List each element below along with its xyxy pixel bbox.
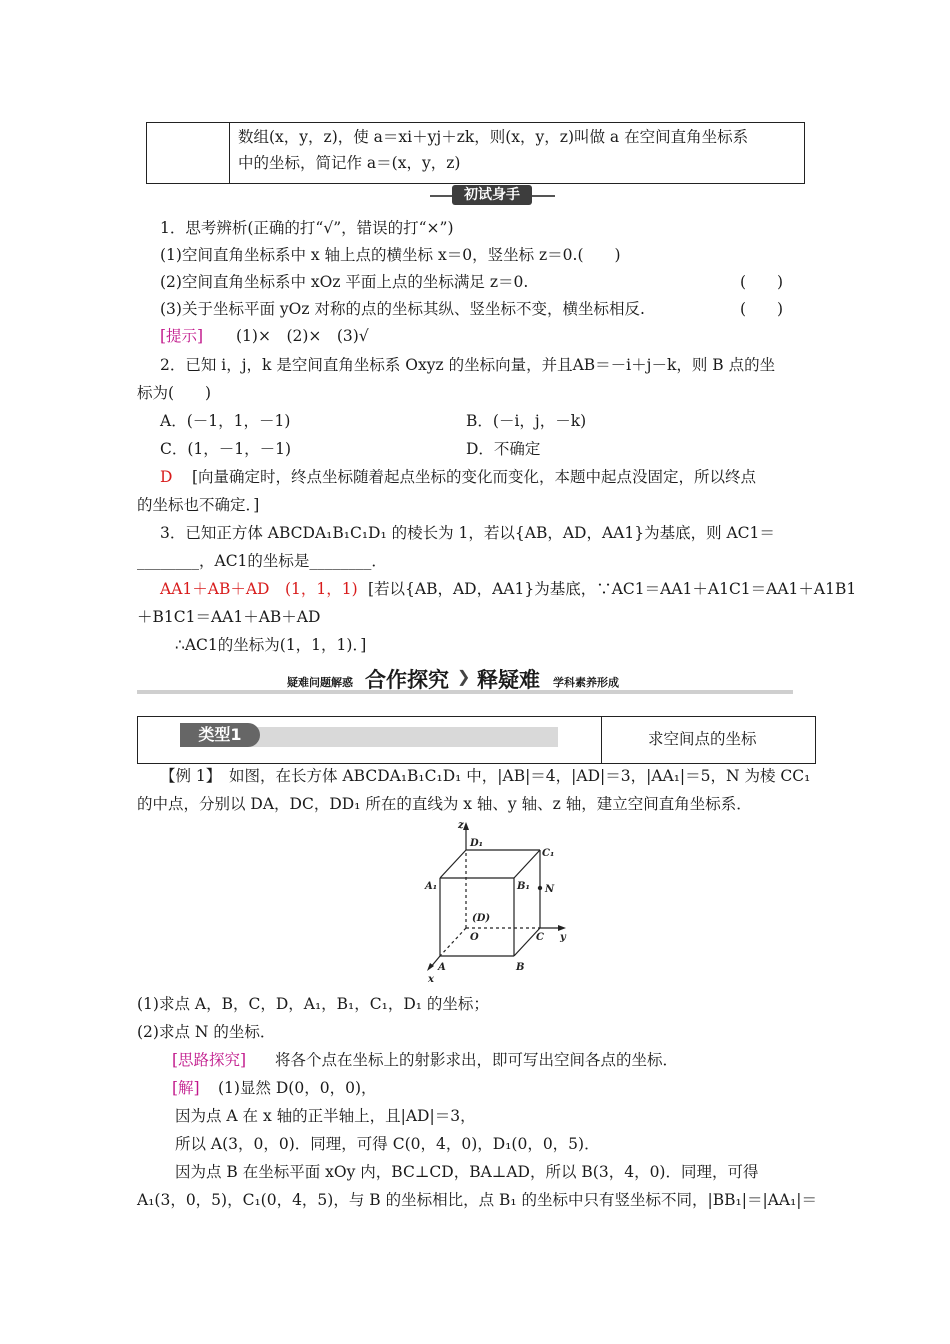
q1-item-3-paren: ( ) — [740, 300, 784, 318]
q2-stem-2: 标为( ) — [137, 384, 212, 402]
top-table-line1: 数组(x，y，z)，使 a＝xi＋yj＋zk，则(x，y，z)叫做 a 在空间直角坐标系 — [238, 128, 749, 146]
q3-answer-1: [若以{AB，AD，AA1}为基底，∵AC1＝AA1＋A1C1＝AA1＋A1B1 — [368, 580, 857, 598]
q1-item-2: (2)空间直角坐标系中 xOz 平面上点的坐标满足 z＝0. — [160, 273, 529, 291]
example1-solution-label: [解] — [172, 1079, 200, 1097]
example1-line1: 【例 1】 如图，在长方体 ABCDA₁B₁C₁D₁ 中，|AB|＝4，|AD|＝3，|AA₁|＝5，N 为棱 CC₁ — [160, 767, 811, 785]
q2-stem-1: 2．已知 i，j，k 是空间直角坐标系 Oxyz 的坐标向量，并且AB＝－i＋j－k，则 B 点的坐 — [160, 356, 776, 374]
top-table-line2: 中的坐标，简记作 a＝(x，y，z) — [238, 154, 461, 172]
q1-stem: 1．思考辨析(正确的打“√”，错误的打“×”) — [160, 219, 454, 237]
label-d: (D) — [472, 913, 491, 924]
section-banner — [137, 664, 793, 696]
q2-option-b: B．(－i，j，－k) — [466, 412, 587, 430]
q3-answer-3: ∴AC1的坐标为(1，1，1)．] — [175, 636, 367, 654]
example1-idea-label: [思路探究] — [172, 1051, 247, 1069]
label-x: x — [428, 974, 434, 985]
q2-answer-2: 的坐标也不确定．] — [137, 496, 260, 514]
point-n — [538, 886, 542, 890]
example1-solution-2: 因为点 A 在 x 轴的正半轴上，且|AD|＝3， — [175, 1107, 476, 1125]
example1-solution-4: 因为点 B 在坐标平面 xOy 内，BC⊥CD，BA⊥AD，所以 B(3，4，0)．同理，可得 — [175, 1163, 759, 1181]
q1-item-3: (3)关于坐标平面 yOz 对称的点的坐标其纵、竖坐标不变，横坐标相反. — [160, 300, 645, 318]
example1-line2: 的中点，分别以 DA，DC，DD₁ 所在的直线为 x 轴、y 轴、z 轴，建立空间直角坐标系． — [137, 795, 752, 813]
q1-hint-text: (1)× (2)× (3)√ — [236, 327, 369, 345]
label-y: y — [560, 932, 566, 943]
label-o: O — [470, 932, 479, 943]
label-c1: C₁ — [542, 848, 555, 859]
section-banner-arrow-icon: ❯ — [457, 667, 471, 686]
edge-c1b1 — [514, 850, 540, 878]
q1-item-1: (1)空间直角坐标系中 x 轴上点的横坐标 x＝0，竖坐标 z＝0.( ) — [160, 246, 621, 264]
section-banner-main1: 合作探究 — [365, 668, 449, 692]
q2-option-d: D．不确定 — [466, 440, 541, 458]
example1-solution-3: 所以 A(3，0，0)．同理，可得 C(0，4，0)，D₁(0，0，5)． — [175, 1135, 600, 1153]
section-banner-right: 学科素养形成 — [553, 676, 619, 689]
label-a: A — [438, 962, 446, 973]
q3-stem-1: 3．已知正方体 ABCDA₁B₁C₁D₁ 的棱长为 1，若以{AB，AD，AA1}为基底，则 AC1＝ — [160, 524, 775, 542]
q3-stem-2: ________，AC1的坐标是________． — [137, 552, 387, 570]
cuboid-figure — [420, 816, 580, 986]
section-banner-left: 疑难问题解惑 — [287, 676, 353, 689]
type-box — [137, 716, 816, 764]
q2-option-a: A．(－1，1，－1) — [160, 412, 291, 430]
label-n: N — [545, 884, 555, 895]
q2-answer-1: [向量确定时，终点坐标随着起点坐标的变化而变化，本题中起点没固定，所以终点 — [192, 468, 757, 486]
axis-z-arrow — [463, 822, 469, 830]
type-box-label: 类型1 — [180, 723, 260, 747]
edge-d1a1 — [440, 850, 466, 878]
q3-answer-2: ＋B1C1＝AA1＋AB＋AD — [137, 608, 321, 626]
example1-solution-1: (1)显然 D(0，0，0)， — [218, 1079, 377, 1097]
example1-q2: (2)求点 N 的坐标． — [137, 1023, 276, 1041]
example1-solution-5: A₁(3，0，5)，C₁(0，4，5)，与 B 的坐标相比，点 B₁ 的坐标中只有竖坐标不同，|BB₁|＝|AA₁|＝ — [137, 1191, 818, 1209]
type-box-title: 求空间点的坐标 — [648, 730, 757, 748]
label-a1: A₁ — [425, 881, 438, 892]
try-banner: 初试身手 — [452, 185, 532, 205]
q2-option-c: C．(1，－1，－1) — [160, 440, 292, 458]
axis-y-arrow — [558, 925, 566, 931]
axis-x-hidden — [440, 928, 466, 956]
label-z: z — [458, 820, 464, 831]
q1-hint-label: [提示] — [160, 327, 204, 345]
label-b1: B₁ — [517, 881, 530, 892]
label-d1: D₁ — [470, 838, 484, 849]
section-banner-rule — [137, 690, 793, 694]
label-b: B — [516, 962, 525, 973]
type-box-divider — [601, 717, 602, 763]
q1-item-2-paren: ( ) — [740, 273, 784, 291]
label-c: C — [536, 932, 544, 943]
q2-answer-letter: D — [160, 468, 173, 486]
q3-answer-red: AA1＋AB＋AD (1，1，1) — [160, 580, 358, 598]
top-table-divider — [229, 123, 230, 183]
section-banner-main2: 释疑难 — [477, 668, 540, 692]
example1-idea-text: 将各个点在坐标上的射影求出，即可写出空间各点的坐标． — [275, 1051, 679, 1069]
example1-q1: (1)求点 A，B，C，D，A₁，B₁，C₁，D₁ 的坐标； — [137, 995, 489, 1013]
